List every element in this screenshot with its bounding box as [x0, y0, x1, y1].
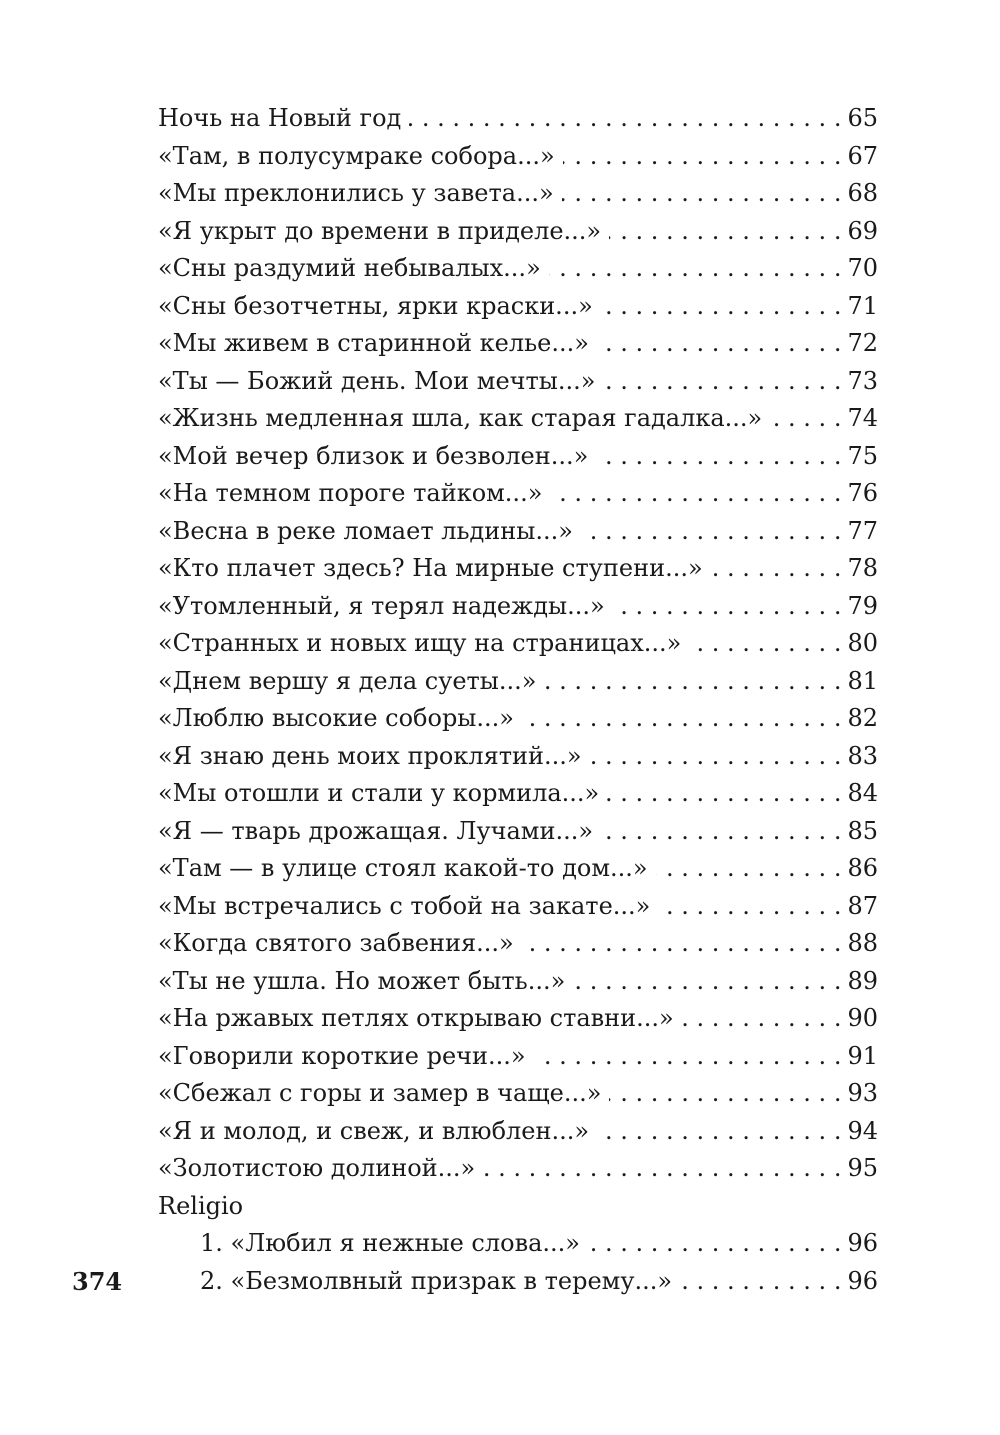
toc-entry-page: 67	[847, 141, 878, 170]
toc-entry-title: «На темном пороге тайком...»	[158, 479, 543, 507]
dot-leader	[550, 475, 841, 513]
dot-leader	[613, 588, 842, 626]
toc-entry-title: «Ты — Божий день. Мои мечты...»	[158, 366, 596, 395]
toc-entry	[158, 1000, 878, 1038]
dot-leader	[522, 925, 842, 963]
toc-entry-page: 73	[847, 366, 878, 395]
toc-entry-title: «Люблю высокие соборы...»	[158, 704, 514, 732]
toc-entry	[158, 888, 878, 926]
toc-entry-title: «Там, в полусумраке собора...»	[158, 141, 555, 170]
toc-entry	[158, 1113, 878, 1151]
toc-entry	[158, 138, 878, 176]
toc-entry-title: «Я знаю день моих проклятий...»	[158, 741, 582, 770]
dot-leader	[596, 438, 841, 476]
toc-entry-page: 85	[847, 816, 878, 845]
toc-entry-title: Ночь на Новый год	[158, 104, 402, 132]
toc-entry-page: 69	[847, 216, 878, 245]
toc-entry	[158, 588, 878, 626]
table-of-contents	[158, 100, 878, 1300]
toc-entry-title: «Сны раздумий небывалых...»	[158, 254, 541, 282]
dot-leader	[590, 738, 842, 776]
toc-entry-page: 77	[847, 516, 878, 545]
toc-entry	[158, 175, 878, 213]
toc-entry	[158, 663, 878, 701]
toc-entry	[158, 625, 878, 663]
toc-entry-title: «Сбежал с горы и замер в чаще...»	[158, 1079, 602, 1107]
toc-entry-title: «Странных и новых ищу на страницах...»	[158, 629, 682, 657]
dot-leader	[573, 963, 841, 1001]
toc-entry-title: «Я и молод, и свеж, и влюблен...»	[158, 1116, 590, 1145]
toc-entry	[158, 400, 878, 438]
dot-leader	[522, 700, 841, 738]
toc-entry	[158, 700, 878, 738]
toc-entry-page: 94	[847, 1116, 878, 1145]
toc-entry-page: 65	[847, 104, 878, 132]
toc-entry-title: «Мой вечер близок и безволен...»	[158, 441, 589, 470]
toc-entry	[158, 213, 878, 251]
toc-entry	[158, 288, 878, 326]
toc-entry-page: 95	[847, 1154, 878, 1182]
dot-leader	[597, 1113, 841, 1151]
toc-entry	[158, 1150, 878, 1188]
toc-entry-title: «Сны безотчетны, ярки краски...»	[158, 291, 593, 320]
dot-leader	[597, 325, 841, 363]
toc-entry-title: «Мы встречались с тобой на закате...»	[158, 891, 651, 920]
toc-entry	[158, 738, 878, 776]
toc-entry-title: «Говорили короткие речи...»	[158, 1041, 526, 1070]
toc-entry-title: «Жизнь медленная шла, как старая гадалка...»	[158, 404, 763, 432]
dot-leader	[680, 1263, 841, 1301]
toc-entry-page: 78	[847, 554, 878, 582]
toc-entry-title: «Кто плачет здесь? На мирные ступени...»	[158, 554, 703, 582]
toc-entry-page: 82	[847, 704, 878, 732]
dot-leader	[409, 100, 841, 138]
toc-entry	[158, 438, 878, 476]
dot-leader	[601, 813, 841, 851]
dot-leader	[483, 1150, 841, 1188]
toc-entry	[158, 850, 878, 888]
toc-entry-page: 80	[847, 629, 878, 657]
toc-entry-page: 90	[847, 1004, 878, 1032]
toc-entry	[158, 925, 878, 963]
toc-entry-page: 96	[847, 1266, 878, 1295]
toc-entry-title: «Когда святого забвения...»	[158, 929, 514, 957]
toc-entry-title: «Мы отошли и стали у кормила...»	[158, 779, 600, 807]
toc-entry-page: 83	[847, 741, 878, 770]
toc-entry	[158, 100, 878, 138]
toc-entry-title: «Днем вершу я дела суеты...»	[158, 666, 537, 695]
toc-entry-page: 93	[847, 1079, 878, 1107]
toc-entry-page: 68	[847, 179, 878, 207]
toc-entry	[158, 325, 878, 363]
dot-leader	[711, 550, 842, 588]
dot-leader	[601, 288, 842, 326]
toc-entry-page: 70	[847, 254, 878, 282]
toc-entry-page: 96	[847, 1229, 878, 1257]
toc-entry-title: «На ржавых петлях открываю ставни...»	[158, 1004, 674, 1032]
dot-leader	[609, 213, 841, 251]
page-number: 374	[72, 1267, 123, 1296]
toc-entry	[158, 963, 878, 1001]
dot-leader	[549, 250, 842, 288]
toc-entry-page: 76	[847, 479, 878, 507]
toc-entry	[158, 363, 878, 401]
dot-leader	[609, 1075, 841, 1113]
toc-entry-title: «Золотистою долиной...»	[158, 1154, 476, 1182]
toc-entry-title: «Там — в улице стоял какой-то дом...»	[158, 854, 648, 882]
toc-entry-page: 84	[847, 779, 878, 807]
toc-entry-title: «Мы живем в старинной келье...»	[158, 329, 589, 357]
toc-subentry	[158, 1225, 878, 1263]
toc-section-heading: Religio	[158, 1191, 244, 1220]
dot-leader	[581, 513, 841, 551]
toc-entry-title: 1. «Любил я нежные слова...»	[200, 1229, 580, 1257]
toc-entry	[158, 813, 878, 851]
toc-entry-page: 81	[847, 666, 878, 695]
toc-entry-page: 75	[847, 441, 878, 470]
dot-leader	[588, 1225, 841, 1263]
toc-entry-page: 87	[847, 891, 878, 920]
dot-leader	[603, 363, 841, 401]
toc-entry-page: 89	[847, 966, 878, 995]
toc-entry	[158, 550, 878, 588]
dot-leader	[658, 888, 841, 926]
toc-entry	[158, 1038, 878, 1076]
toc-entry-page: 86	[847, 854, 878, 882]
dot-leader	[689, 625, 841, 663]
toc-entry-page: 74	[847, 404, 878, 432]
toc-entry-title: «Ты не ушла. Но может быть...»	[158, 966, 566, 995]
toc-subentry	[158, 1263, 878, 1301]
toc-entry-page: 72	[847, 329, 878, 357]
dot-leader	[563, 138, 842, 176]
dot-leader	[607, 775, 841, 813]
toc-entry	[158, 475, 878, 513]
dot-leader	[534, 1038, 842, 1076]
toc-entry-page: 79	[847, 591, 878, 620]
toc-entry-title: «Весна в реке ломает льдины...»	[158, 516, 573, 545]
dot-leader	[656, 850, 842, 888]
dot-leader	[544, 663, 841, 701]
toc-entry-title: «Я — тварь дрожащая. Лучами...»	[158, 816, 594, 845]
toc-entry-title: 2. «Безмолвный призрак в терему...»	[200, 1266, 673, 1295]
toc-entry	[158, 250, 878, 288]
toc-entry-title: «Я укрыт до времени в приделе...»	[158, 216, 602, 245]
toc-entry-page: 71	[847, 291, 878, 320]
toc-entry-title: «Утомленный, я терял надежды...»	[158, 591, 605, 620]
dot-leader	[682, 1000, 842, 1038]
toc-entry	[158, 775, 878, 813]
toc-entry-title: «Мы преклонились у завета...»	[158, 179, 554, 207]
toc-entry	[158, 513, 878, 551]
toc-entry-page: 88	[847, 929, 878, 957]
dot-leader	[562, 175, 842, 213]
toc-entry	[158, 1075, 878, 1113]
toc-entry-page: 91	[847, 1041, 878, 1070]
dot-leader	[770, 400, 841, 438]
